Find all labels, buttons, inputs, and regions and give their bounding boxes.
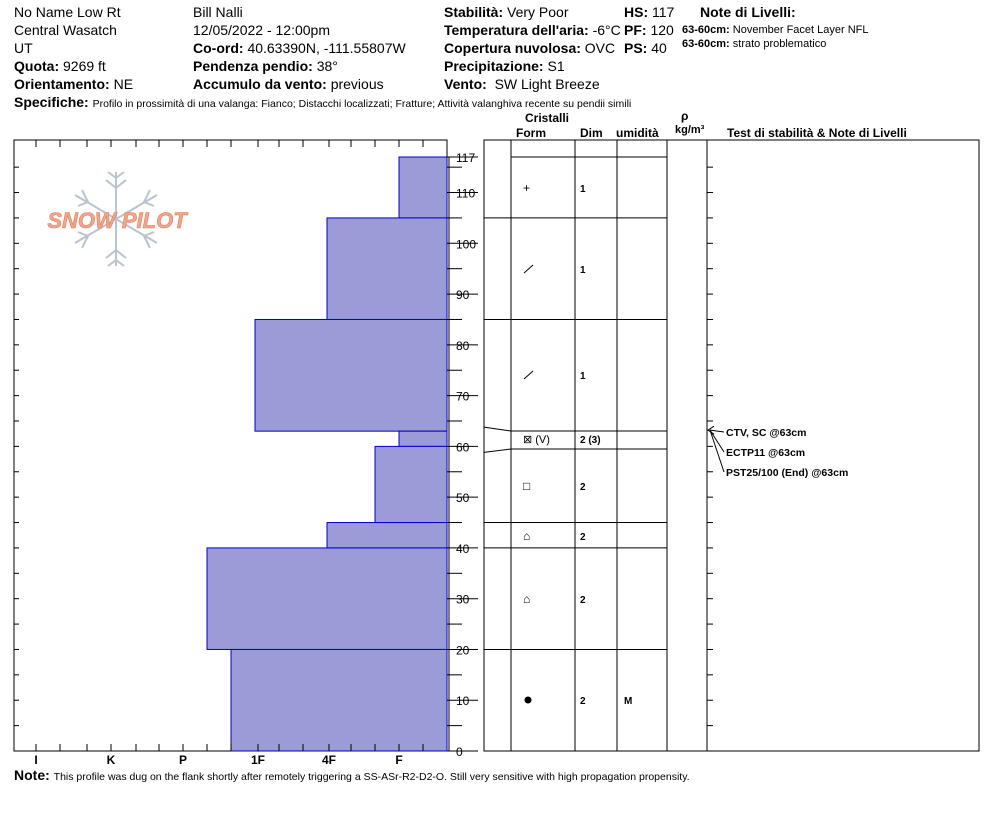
grain-form-symbol: ⌂: [523, 529, 531, 543]
layer-notes-title: Note di Livelli:: [700, 4, 796, 20]
specifics-label: Specifiche:: [14, 94, 89, 110]
grain-size: 2: [580, 696, 586, 707]
grain-size: 2: [580, 532, 586, 543]
hardness-tick-label: 1F: [250, 753, 266, 767]
wind-loading-value: previous: [330, 76, 384, 92]
layer-note-range: 63-60cm:: [682, 38, 730, 50]
moisture-header: umidità: [616, 126, 659, 140]
pf-value: 120: [650, 22, 674, 38]
stability-label: Stabilità:: [444, 4, 504, 20]
grain-form-symbol: ⊠ (V): [523, 434, 550, 446]
wind-label: Vento:: [444, 76, 487, 92]
hardness-tick-label: K: [106, 753, 116, 767]
aspect-value: NE: [113, 76, 134, 92]
height-tick-label: 30: [456, 592, 470, 607]
height-tick-label: 10: [456, 694, 470, 709]
tests-header: Test di stabilità & Note di Livelli: [727, 126, 907, 140]
elevation-label: Quota:: [14, 58, 60, 74]
logo-text: SNOW PILOT: [47, 208, 187, 233]
wind-loading-label: Accumulo da vento:: [193, 76, 327, 92]
grain-form-symbol: □: [523, 479, 531, 493]
state: UT: [14, 40, 33, 56]
ps-label: PS:: [624, 40, 648, 56]
hardness-bar: [231, 649, 447, 751]
layer-note-text: November Facet Layer NFL: [732, 24, 869, 36]
hardness-bar: [327, 218, 447, 320]
density-unit: kg/m³: [675, 124, 705, 136]
hardness-tick-label: F: [395, 753, 403, 767]
form-header: Form: [516, 126, 546, 140]
density-symbol: ρ: [681, 109, 689, 123]
wind-value: SW Light Breeze: [494, 76, 600, 92]
observation-datetime: 12/05/2022 - 12:00pm: [193, 22, 330, 38]
grain-size: 1: [580, 184, 586, 195]
height-tick-label: 80: [456, 338, 470, 353]
aspect-label: Orientamento:: [14, 76, 110, 92]
height-tick-label: 60: [456, 440, 470, 455]
elevation-value: 9269 ft: [63, 58, 106, 74]
height-tick-label: 20: [456, 643, 470, 658]
sky-label: Copertura nuvolosa:: [444, 40, 581, 56]
hardness-bar: [375, 446, 447, 522]
slope-value: 38°: [316, 58, 338, 74]
coord-value: 40.63390N, -111.55807W: [247, 40, 406, 56]
stability-test-label: ECTP11 @63cm: [726, 447, 806, 459]
moisture-value: M: [624, 696, 633, 707]
air-temp-value: -6°C: [592, 22, 621, 38]
height-tick-label: 110: [456, 186, 476, 201]
stability-value: Very Poor: [507, 4, 569, 20]
note-text: This profile was dug on the flank shortly after remotely triggering a SS-ASr-R2-D2-O. Still very sensitive with high propagation propensity.: [53, 771, 690, 783]
crystals-header: Cristalli: [525, 111, 570, 125]
stability-test-label: PST25/100 (End) @63cm: [726, 467, 849, 479]
air-temp-label: Temperatura dell'aria:: [444, 22, 589, 38]
coord-label: Co-ord:: [193, 40, 244, 56]
decomposing-grain-icon: [524, 371, 533, 379]
hardness-bar: [327, 523, 447, 548]
hardness-bar: [399, 431, 447, 446]
height-tick-label: 50: [456, 491, 470, 506]
hardness-bar: [255, 319, 447, 431]
height-tick-label: 70: [456, 389, 470, 404]
grain-size: 2 (3): [580, 435, 601, 446]
stability-test-label: CTV, SC @63cm: [726, 427, 807, 439]
hardness-tick-label: I: [34, 753, 38, 767]
height-tick-label: 117: [456, 151, 476, 165]
hardness-bar: [399, 157, 447, 218]
footer-note: [14, 767, 690, 783]
note-label: Note:: [14, 767, 50, 783]
pf-label: PF:: [624, 22, 647, 38]
sky-value: OVC: [584, 40, 616, 56]
height-tick-label: 0: [456, 745, 463, 759]
observer-name: Bill Nalli: [193, 4, 243, 20]
hardness-tick-label: 4F: [321, 753, 337, 767]
hardness-bar: [207, 548, 447, 650]
grain-size: 2: [580, 482, 586, 493]
precip-label: Precipitazione:: [444, 58, 544, 74]
mountain-range: Central Wasatch: [14, 22, 117, 38]
grain-size: 1: [580, 371, 586, 382]
dim-header: Dim: [580, 126, 603, 140]
height-tick-label: 100: [456, 237, 477, 252]
height-tick-label: 40: [456, 541, 470, 556]
stability-test-pointer: [710, 430, 724, 472]
slope-label: Pendenza pendio:: [193, 58, 313, 74]
grain-size: 1: [580, 265, 586, 276]
stability-test-pointer: [710, 430, 724, 432]
grain-size: 2: [580, 595, 586, 606]
layer-note-range: 63-60cm:: [682, 24, 730, 36]
layer-note-text: strato problematico: [732, 38, 827, 50]
rounds-grain-icon: [525, 697, 532, 704]
grain-form-symbol: ⌂: [523, 592, 531, 606]
crystal-table-frame: [484, 140, 979, 751]
precip-value: S1: [547, 58, 565, 74]
specifics-text: Profilo in prossimità di una valanga: Fianco; Distacchi localizzati; Fratture; Attività valanghiva recente su pendii simili: [92, 98, 632, 110]
decomposing-grain-icon: [524, 265, 533, 273]
grain-form-symbol: +: [523, 181, 531, 195]
ps-value: 40: [651, 40, 667, 56]
height-tick-label: 90: [456, 288, 470, 303]
layer-boundary-connector: [484, 449, 511, 452]
hs-label: HS:: [624, 4, 649, 20]
hs-value: 117: [652, 4, 675, 20]
location-name: No Name Low Rt: [14, 4, 121, 20]
hardness-tick-label: P: [178, 753, 188, 767]
layer-boundary-connector: [484, 427, 511, 431]
